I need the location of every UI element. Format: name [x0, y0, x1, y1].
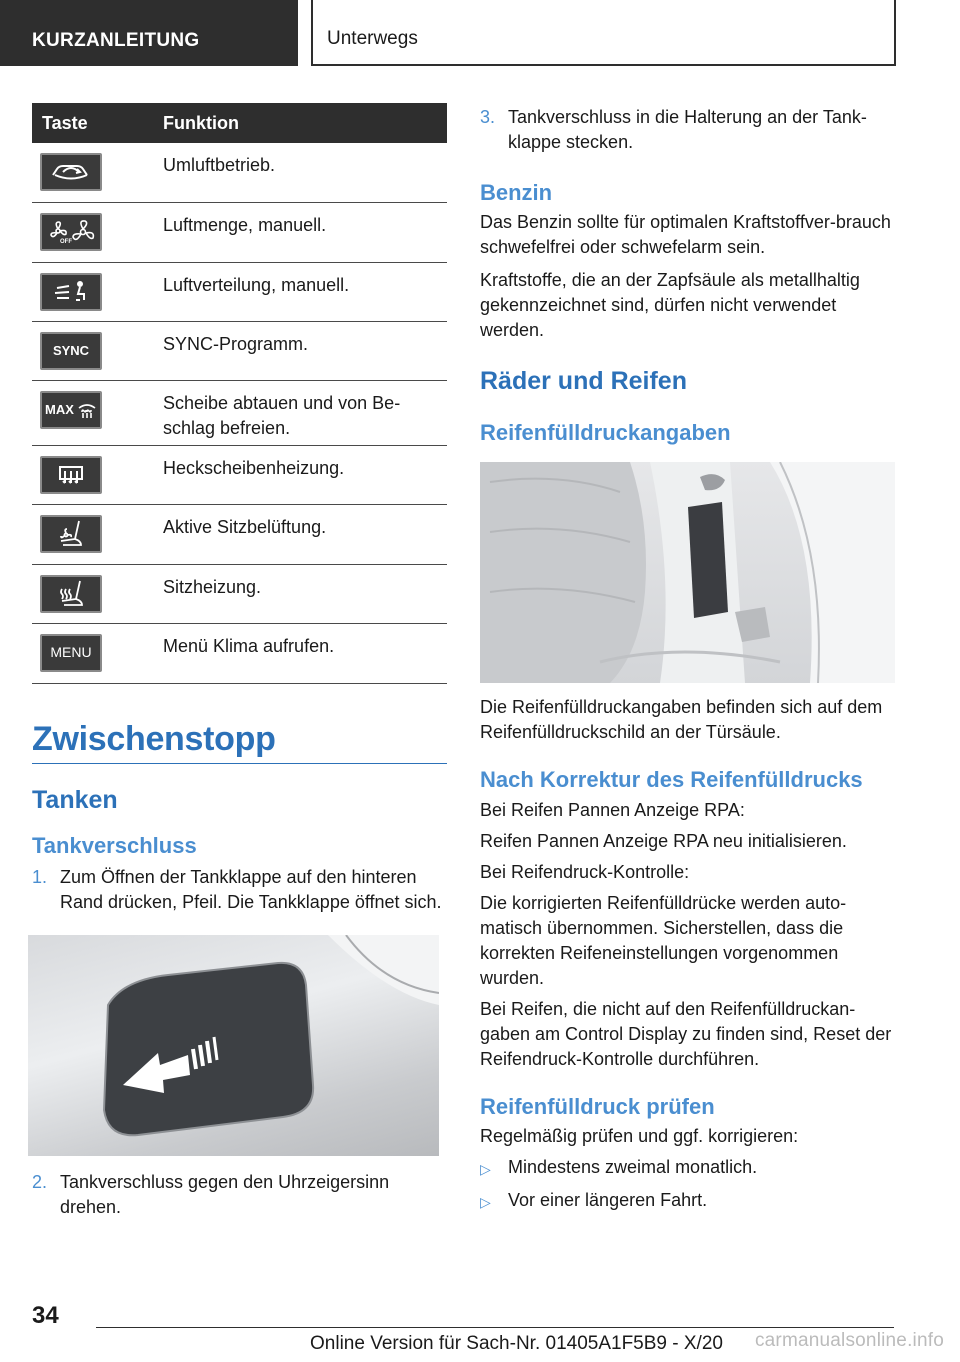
paragraph: Reifen Pannen Anzeige RPA neu initialisieren. — [480, 831, 847, 851]
table-row — [32, 623, 447, 683]
paragraph: Regelmäßig prüfen und ggf. korrigieren: — [480, 1126, 799, 1146]
air-distribution-icon — [40, 273, 102, 311]
function-text: Sitzheizung. — [160, 564, 447, 623]
paragraph: Bei Reifen Pannen Anzeige RPA: — [480, 800, 745, 820]
section-tab: KURZANLEITUNG — [0, 0, 298, 66]
climate-keys-table — [32, 103, 447, 684]
bullet-text: Vor einer längeren Fahrt. — [508, 1190, 708, 1210]
sync-icon: SYNC — [40, 332, 102, 370]
left-column — [32, 103, 447, 1220]
chapter-tab: Unterwegs — [311, 0, 896, 66]
function-text: Luftverteilung, manuell. — [160, 262, 447, 321]
function-text: Heckscheibenheizung. — [160, 445, 447, 504]
max-label: MAX — [45, 402, 74, 417]
bullet-icon: ▷ — [480, 1161, 491, 1177]
subsection-title: Nach Korrektur des Reifenfülldrucks — [480, 767, 863, 792]
steps-list — [32, 1170, 447, 1220]
step-text: Zum Öffnen der Tankklappe auf den hinteren Rand drücken, Pfeil. Die Tankklappe öffnet sich. — [60, 866, 442, 912]
page-header — [0, 0, 960, 66]
subsection-title: Benzin — [480, 180, 553, 205]
paragraph: Kraftstoffe, die an der Zapfsäule als metallhaltig gekennzeichnet sind, dürfen nicht verwendet werden. — [480, 270, 860, 340]
footer-text: Online Version für Sach-Nr. 01405A1F5B9 - X/20 — [310, 1333, 723, 1354]
seat-ventilation-icon — [40, 515, 102, 553]
paragraph: Bei Reifendruck-Kontrolle: — [480, 862, 690, 882]
recirculation-icon — [40, 153, 102, 191]
list-item — [480, 105, 895, 155]
list-item — [480, 1188, 895, 1215]
step-text: Tankverschluss in die Halterung an der Tank-klappe stecken. — [508, 107, 867, 152]
bullet-icon: ▷ — [480, 1194, 491, 1210]
subsection-title: Reifenfülldruckangaben — [480, 420, 731, 445]
menu-icon: MENU — [40, 634, 102, 672]
page-number: 34 — [32, 1302, 59, 1329]
door-pillar-image — [480, 462, 895, 683]
table-row — [32, 445, 447, 504]
table-row — [32, 262, 447, 321]
table-row — [32, 380, 447, 445]
steps-list — [480, 105, 895, 155]
image-caption: Die Reifenfülldruckangaben befinden sich auf dem Reifenfülldruckschild an der Türsäule. — [480, 697, 883, 742]
table-row — [32, 321, 447, 380]
step-number: 1. — [32, 866, 48, 887]
col-header-key: Taste — [32, 103, 160, 143]
table-row — [32, 504, 447, 564]
function-text: Luftmenge, manuell. — [160, 202, 447, 262]
subsection-title: Tankverschluss — [32, 832, 197, 858]
right-column — [480, 103, 895, 1215]
bullet-list — [480, 1155, 895, 1215]
section-title: Tanken — [32, 785, 118, 814]
step-text: Tankverschluss gegen den Uhrzeigersinn drehen. — [60, 1171, 390, 1217]
table-row — [32, 143, 447, 202]
list-item — [32, 1170, 447, 1220]
section-title: Räder und Reifen — [480, 367, 687, 395]
function-text: Umluftbetrieb. — [160, 143, 447, 202]
rear-window-heating-icon — [40, 456, 102, 494]
watermark: carmanualsonline.info — [754, 1330, 944, 1351]
paragraph: Bei Reifen, die nicht auf den Reifenfülldruckan-gaben am Control Display zu finden sind, Reset der Reifendruck-Kontrolle durchführen. — [480, 999, 892, 1069]
step-number: 3. — [480, 107, 496, 127]
bullet-text: Mindestens zweimal monatlich. — [508, 1157, 758, 1177]
list-item — [32, 865, 447, 915]
step-number: 2. — [32, 1171, 48, 1192]
function-text: SYNC-Programm. — [160, 321, 447, 380]
seat-heating-icon — [40, 575, 102, 613]
function-text: Menü Klima aufrufen. — [160, 623, 447, 683]
chapter-title: Zwischenstopp — [32, 720, 447, 764]
function-text: Scheibe abtauen und von Be-schlag befreien. — [160, 380, 447, 445]
paragraph: Das Benzin sollte für optimalen Kraftstoffver-brauch schwefelfrei oder schwefelarm sein. — [480, 212, 891, 257]
footer-divider — [96, 1327, 894, 1328]
svg-text:OFF: OFF — [60, 238, 72, 245]
list-item — [480, 1155, 895, 1182]
col-header-function: Funktion — [160, 103, 447, 143]
fan-icon — [40, 213, 102, 251]
fuel-flap-image — [28, 935, 439, 1156]
function-text: Aktive Sitzbelüftung. — [160, 504, 447, 564]
max-defrost-icon — [40, 391, 102, 429]
table-row — [32, 564, 447, 623]
subsection-title: Reifenfülldruck prüfen — [480, 1094, 715, 1119]
paragraph: Die korrigierten Reifenfülldrücke werden auto-matisch übernommen. Sicherstellen, dass die korrekten Reifeneinstellungen vorgenommen wurden. — [480, 893, 847, 988]
steps-list — [32, 865, 447, 915]
table-row — [32, 202, 447, 262]
